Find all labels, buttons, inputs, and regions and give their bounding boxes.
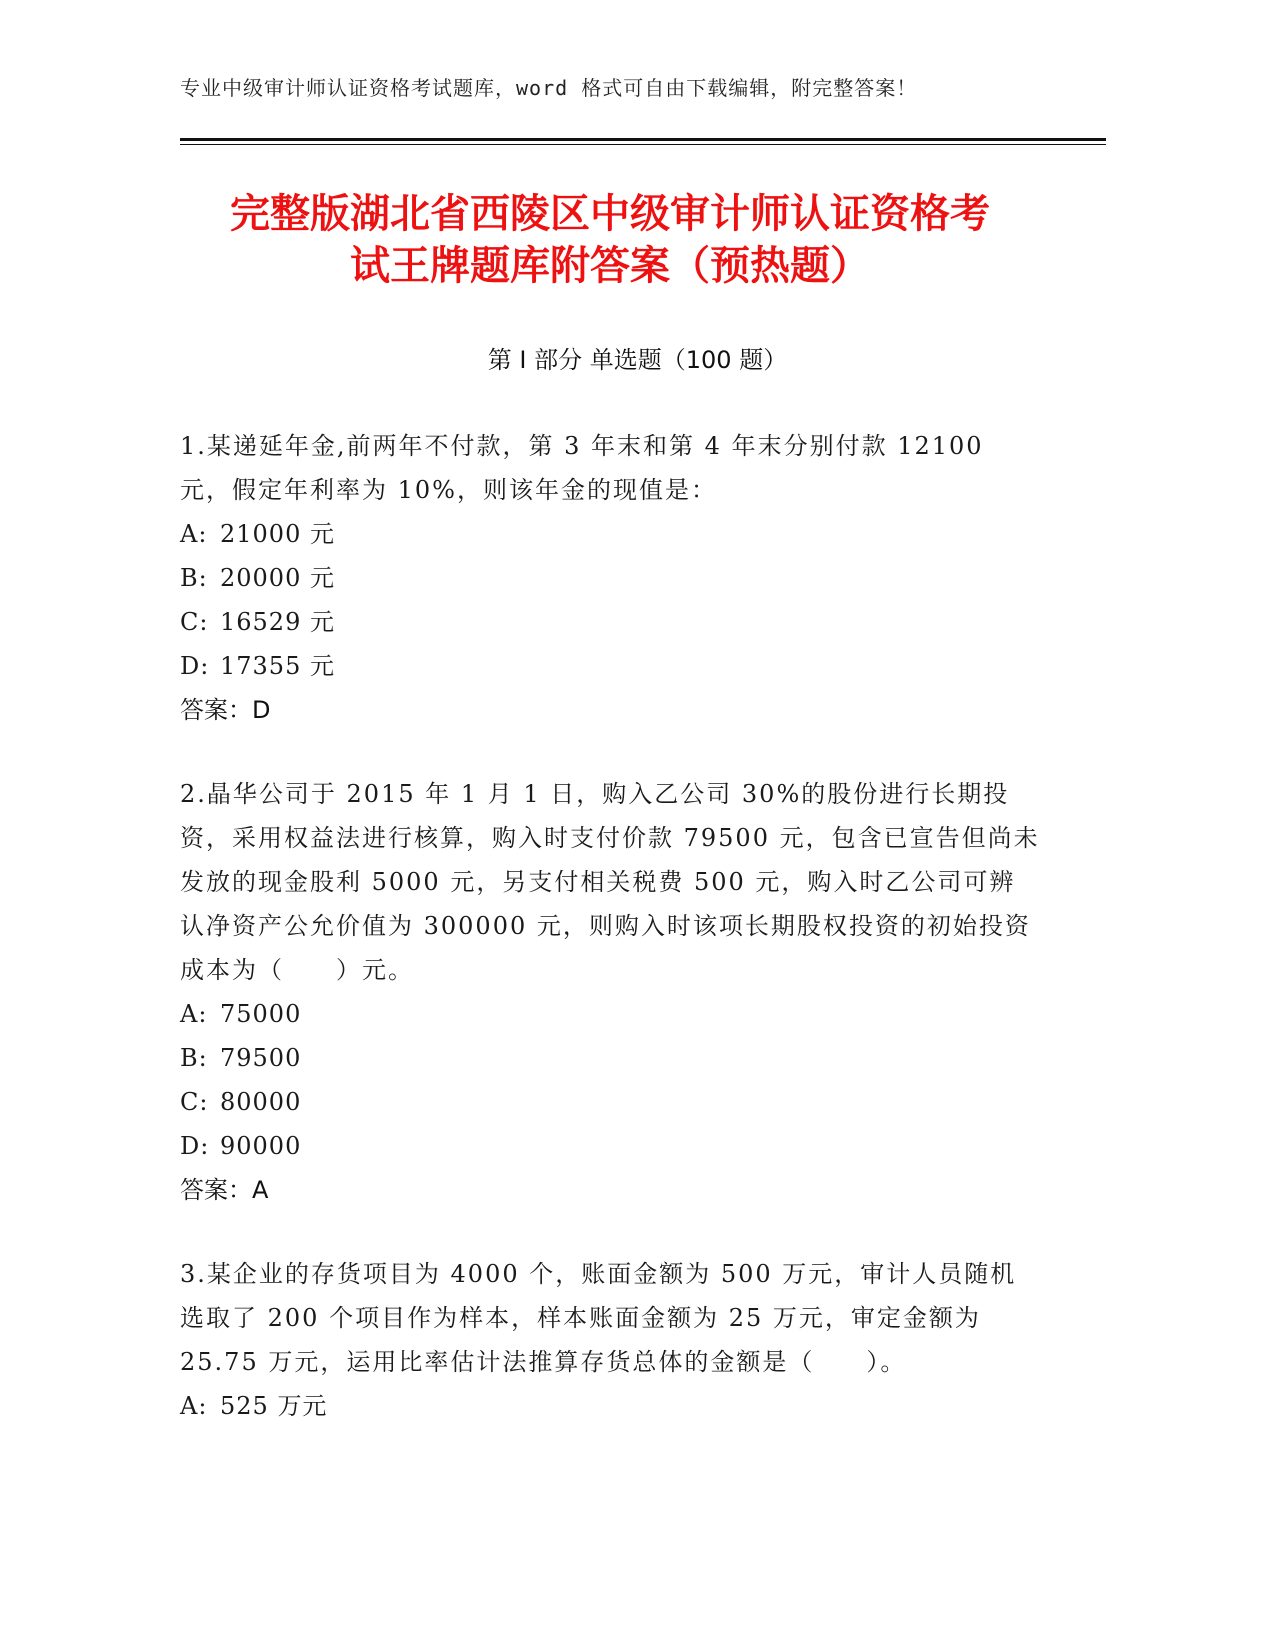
option-letter: B: xyxy=(180,1044,208,1072)
question-1-option-b xyxy=(180,556,1040,600)
header-rule-thin xyxy=(180,144,1106,145)
question-2-answer: 答案：A xyxy=(180,1176,269,1204)
option-value: 17355 元 xyxy=(220,652,335,680)
question-2-option-c xyxy=(180,1080,1040,1124)
question-1 xyxy=(180,424,1040,732)
option-letter: A: xyxy=(180,520,208,548)
option-letter: C: xyxy=(180,608,209,636)
question-3-text: 3.某企业的存货项目为 4000 个，账面金额为 500 万元，审计人员随机选取了 200 个项目作为样本，样本账面金额为 25 万元，审定金额为 25.75 万元，运用比率估计法推算存货总体的金额是（ ）。 xyxy=(180,1260,1017,1376)
question-2-option-b xyxy=(180,1036,1040,1080)
question-3 xyxy=(180,1252,1040,1428)
document-title xyxy=(140,188,1080,292)
option-value: 90000 xyxy=(220,1132,302,1160)
document-title-line-2: 试王牌题库附答案（预热题） xyxy=(350,243,870,289)
option-letter: A: xyxy=(180,1392,208,1420)
question-2-option-d xyxy=(180,1124,1040,1168)
question-list xyxy=(180,424,1040,1468)
document-title-line-1: 完整版湖北省西陵区中级审计师认证资格考 xyxy=(230,191,990,237)
option-value: 75000 xyxy=(220,1000,302,1028)
option-value: 16529 元 xyxy=(220,608,335,636)
option-letter: D: xyxy=(180,1132,210,1160)
question-2 xyxy=(180,772,1040,1212)
question-2-text: 2.晶华公司于 2015 年 1 月 1 日，购入乙公司 30%的股份进行长期投资，采用权益法进行核算，购入时支付价款 79500 元，包含已宣告但尚未发放的现金股利 5000 元，另支付相关税费 500 元，购入时乙公司可辨认净资产公允价值为 300000 元，则购入时该项长期股权投资的初始投资成本为（ ）元。 xyxy=(180,780,1040,984)
question-1-option-d xyxy=(180,644,1040,688)
option-letter: D: xyxy=(180,652,210,680)
question-1-option-a xyxy=(180,512,1040,556)
option-value: 525 万元 xyxy=(220,1392,328,1420)
option-value: 20000 元 xyxy=(220,564,335,592)
question-1-option-c xyxy=(180,600,1040,644)
option-value: 80000 xyxy=(220,1088,302,1116)
option-letter: C: xyxy=(180,1088,209,1116)
page-header: 专业中级审计师认证资格考试题库，word 格式可自由下载编辑，附完整答案！ xyxy=(180,76,918,100)
question-1-answer: 答案：D xyxy=(180,696,271,724)
header-rule-thick xyxy=(180,138,1106,141)
question-1-text: 1.某递延年金,前两年不付款，第 3 年末和第 4 年末分别付款 12100 元，假定年利率为 10%，则该年金的现值是： xyxy=(180,432,984,504)
option-letter: A: xyxy=(180,1000,208,1028)
section-heading: 第 I 部分 单选题（100 题） xyxy=(487,346,788,374)
question-2-option-a xyxy=(180,992,1040,1036)
option-value: 79500 xyxy=(220,1044,302,1072)
option-letter: B: xyxy=(180,564,208,592)
option-value: 21000 元 xyxy=(220,520,335,548)
question-3-option-a xyxy=(180,1384,1040,1428)
